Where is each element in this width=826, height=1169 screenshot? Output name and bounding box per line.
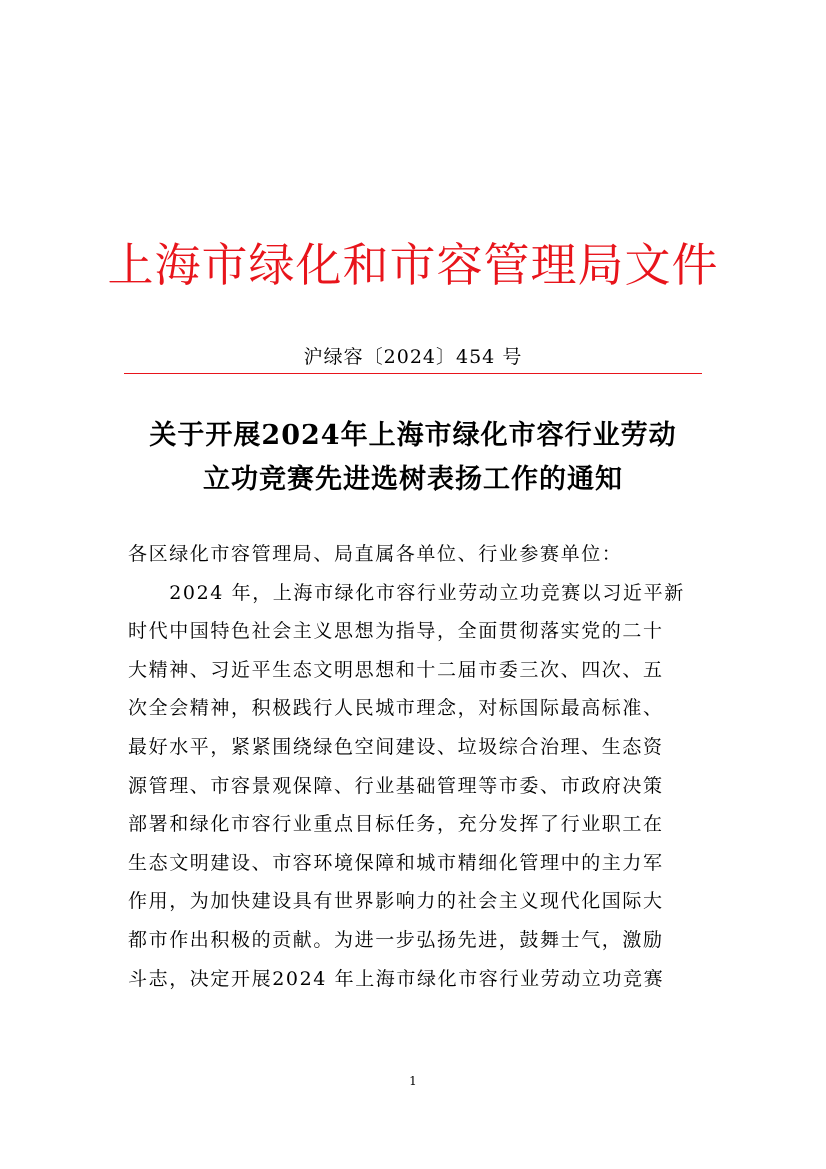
notice-body: [128, 535, 708, 998]
body-line: 大精神、习近平生态文明思想和十二届市委三次、四次、五: [128, 658, 664, 681]
salutation: 各区绿化市容管理局、局直属各单位、行业参赛单位：: [128, 543, 623, 565]
body-line: 都市作出积极的贡献。为进一步弘扬先进，鼓舞士气，激励: [128, 928, 664, 951]
body-line: 时代中国特色社会主义思想为指导，全面贯彻落实党的二十: [128, 620, 664, 643]
red-divider-line: [124, 373, 702, 374]
body-line: 作用，为加快建设具有世界影响力的社会主义现代化国际大: [128, 890, 664, 913]
body-line: 2024 年，上海市绿化市容行业劳动立功竞赛以习近平新: [128, 581, 685, 604]
body-line: 部署和绿化市容行业重点目标任务，充分发挥了行业职工在: [128, 813, 664, 836]
document-number: 沪绿容〔2024〕454 号: [303, 346, 523, 368]
body-line: 生态文明建设、市容环境保障和城市精细化管理中的主力军: [128, 851, 664, 874]
body-line: 次全会精神，积极践行人民城市理念，对标国际最高标准、: [128, 697, 664, 720]
notice-title-line: 关于开展2024年上海市绿化市容行业劳动: [149, 420, 677, 451]
issuer-header-title: 上海市绿化和市容管理局文件: [107, 238, 719, 292]
body-line: 源管理、市容景观保障、行业基础管理等市委、市政府决策: [128, 774, 664, 797]
notice-title-line: 立功竞赛先进选树表扬工作的通知: [203, 464, 623, 495]
page-number: 1: [409, 1074, 417, 1088]
body-line: 斗志，决定开展2024 年上海市绿化市容行业劳动立功竞赛: [128, 967, 665, 990]
notice-title: [0, 414, 826, 502]
body-line: 最好水平，紧紧围绕绿色空间建设、垃圾综合治理、生态资: [128, 735, 664, 758]
